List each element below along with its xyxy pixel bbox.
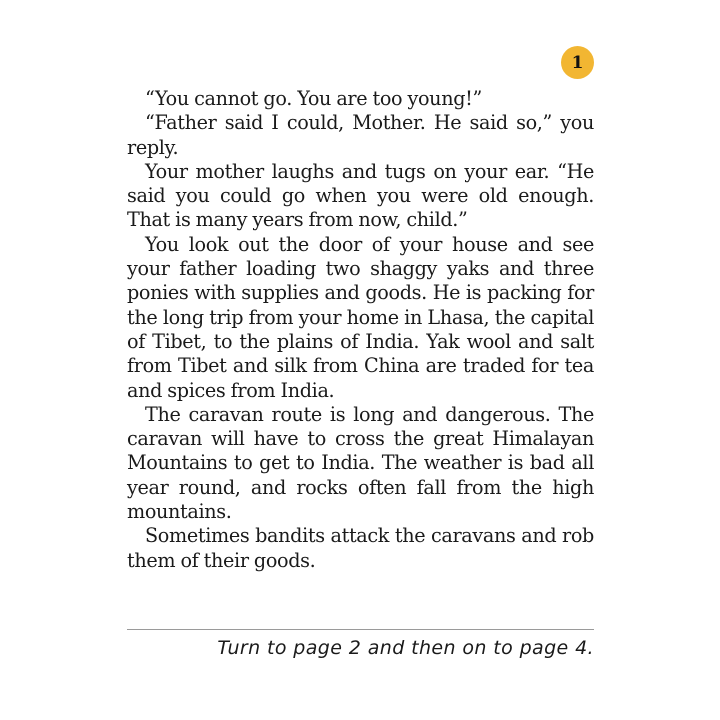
story-paragraph: You look out the door of your house and see your father loading two shaggy yaks and three ponies with supplies and goods. He is packing for the long trip from your home in Lhasa, the capital of Tibet, to the plains of India. Yak wool and salt from Tibet and silk from China are traded for tea and spices from India. [127,232,594,402]
story-paragraph: The caravan route is long and dangerous. The caravan will have to cross the great Himalayan Mountains to get to India. The weather is bad all year round, and rocks often fall from the high mountains. [127,402,594,524]
story-paragraph: “Father said I could, Mother. He said so,” you reply. [127,111,594,159]
story-paragraph: Your mother laughs and tugs on your ear. “He said you could go when you were old enough. That is many years from now, child.” [127,159,594,232]
story-paragraph: “You cannot go. You are too young!” [145,87,482,110]
story-body [127,87,594,573]
page-number: 1 [571,52,584,73]
story-paragraph: Sometimes bandits attack the caravans and rob them of their goods. [127,524,594,572]
page-number-badge [561,46,594,79]
section-divider [127,629,594,630]
page-turn-instruction: Turn to page 2 and then on to page 4. [217,637,594,659]
